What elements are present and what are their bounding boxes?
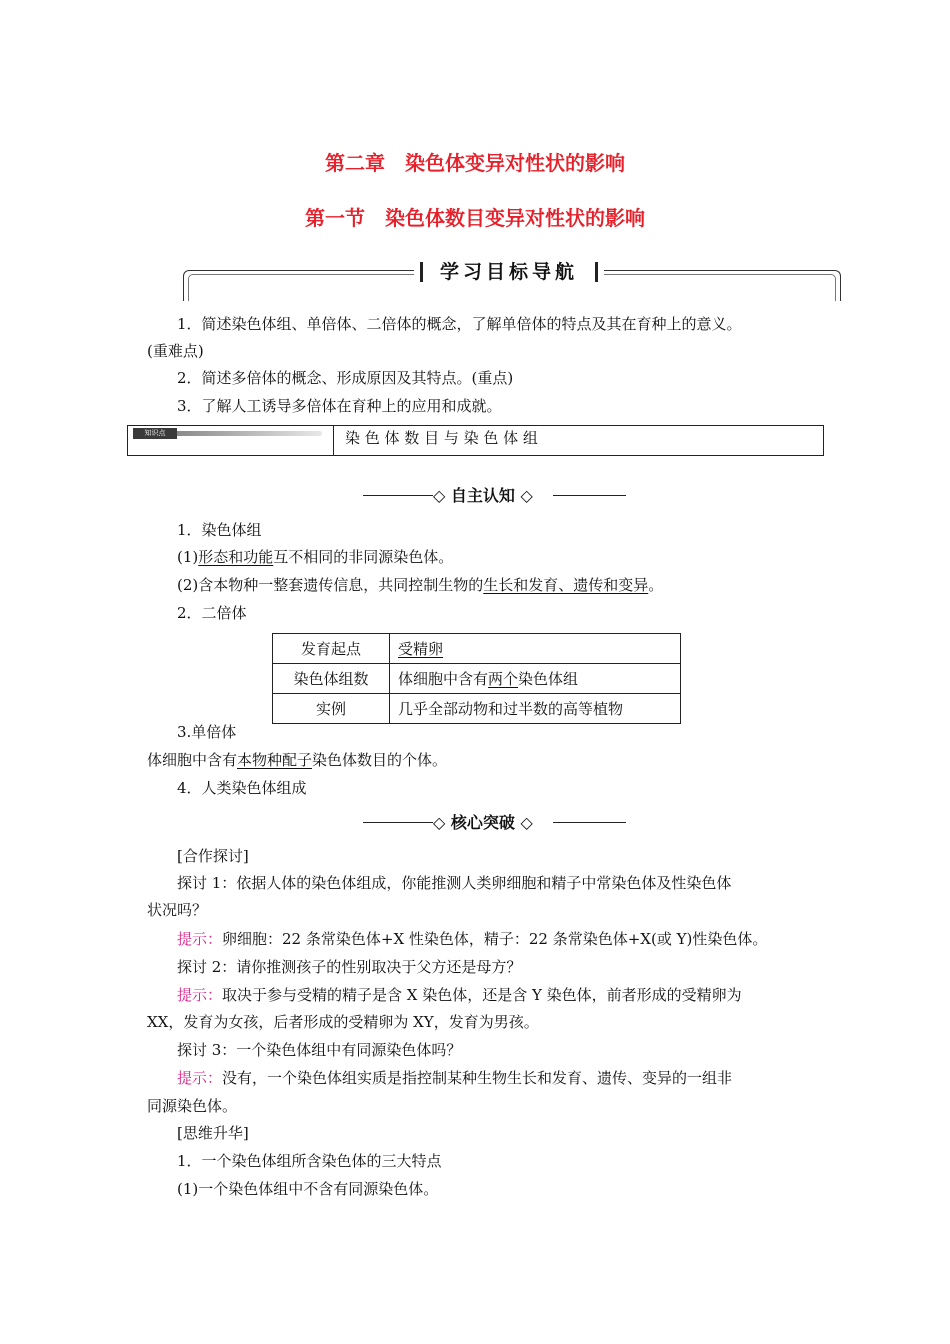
hint-label: 提示： [177, 930, 223, 948]
knowledge-divider [333, 425, 334, 455]
section-title: 第一节 染色体数目变异对性状的影响 [305, 206, 645, 230]
table-cell: 体细胞中含有两个染色体组 [390, 664, 681, 694]
table-row [273, 634, 681, 664]
self-p1: (1)形态和功能互不相同的非同源染色体。 [177, 548, 454, 566]
table-cell: 受精卵 [390, 634, 681, 664]
hint-label: 提示： [177, 986, 223, 1004]
table-cell: 发育起点 [273, 634, 390, 664]
self-h3: 3.单倍体 [177, 723, 237, 741]
think-1-1: (1)一个染色体组中不含有同源染色体。 [177, 1180, 439, 1198]
a3-line1: 提示：没有，一个染色体组实质是指控制某种生物生长和发育、遗传、变异的一组非 [177, 1069, 733, 1087]
self-p2: (2)含本物种一整套遗传信息，共同控制生物的生长和发育、遗传和变异。 [177, 576, 664, 594]
knowledge-title: 染 色 体 数 目 与 染 色 体 组 [345, 429, 538, 447]
guide-header [414, 258, 604, 286]
core-rule-left [363, 822, 433, 823]
knowledge-badge: 知识点 [133, 428, 177, 439]
guide-item-1: 1．简述染色体组、单倍体、二倍体的概念，了解单倍体的特点及其在育种上的意义。 [177, 315, 742, 333]
think-1: 1．一个染色体组所含染色体的三大特点 [177, 1152, 442, 1170]
a3-line2: 同源染色体。 [147, 1097, 238, 1115]
diploid-table [272, 633, 681, 724]
chapter-title: 第二章 染色体变异对性状的影响 [325, 151, 625, 175]
table-row [273, 664, 681, 694]
q1-line1: 探讨 1：依据人体的染色体组成，你能推测人类卵细胞和精子中常染色体及性染色体 [177, 874, 732, 892]
table-cell: 实例 [273, 694, 390, 724]
q3: 探讨 3：一个染色体组中有同源染色体吗？ [177, 1041, 462, 1059]
self-header: ◇ 自主认知 ◇ [433, 486, 533, 505]
table-row [273, 694, 681, 724]
core-header: ◇ 核心突破 ◇ [433, 813, 533, 832]
guide-item-2: 2．简述多倍体的概念、形成原因及其特点。(重点) [177, 369, 514, 387]
a2-line2: XX，发育为女孩，后者形成的受精卵为 XY，发育为男孩。 [147, 1013, 539, 1031]
a2-line1: 提示：取决于参与受精的精子是含 X 染色体，还是含 Y 染色体，前者形成的受精卵为 [177, 986, 742, 1004]
q1-line2: 状况吗？ [147, 901, 208, 919]
knowledge-badge-tail [177, 431, 322, 436]
guide-header-text: 学习目标导航 [439, 261, 578, 283]
guide-item-3: 3．了解人工诱导多倍体在育种上的应用和成就。 [177, 397, 502, 415]
self-h2: 2．二倍体 [177, 604, 247, 622]
self-rule-right [553, 495, 626, 496]
table-cell: 染色体组数 [273, 664, 390, 694]
guide-item-1-cont: (重难点) [147, 342, 204, 360]
self-h1: 1．染色体组 [177, 521, 262, 539]
table-cell: 几乎全部动物和过半数的高等植物 [390, 694, 681, 724]
self-h4: 4．人类染色体组成 [177, 779, 307, 797]
core-rule-right [553, 822, 626, 823]
think-label: [思维升华] [177, 1124, 249, 1142]
self-p3: 体细胞中含有本物种配子染色体数目的个体。 [147, 751, 448, 769]
coop-label: [合作探讨] [177, 847, 249, 865]
q2: 探讨 2：请你推测孩子的性别取决于父方还是母方？ [177, 958, 522, 976]
self-rule-left [363, 495, 433, 496]
hint-label: 提示： [177, 1069, 223, 1087]
a1: 提示：卵细胞：22 条常染色体+X 性染色体，精子：22 条常染色体+X(或 Y)性染色体。 [177, 930, 768, 948]
